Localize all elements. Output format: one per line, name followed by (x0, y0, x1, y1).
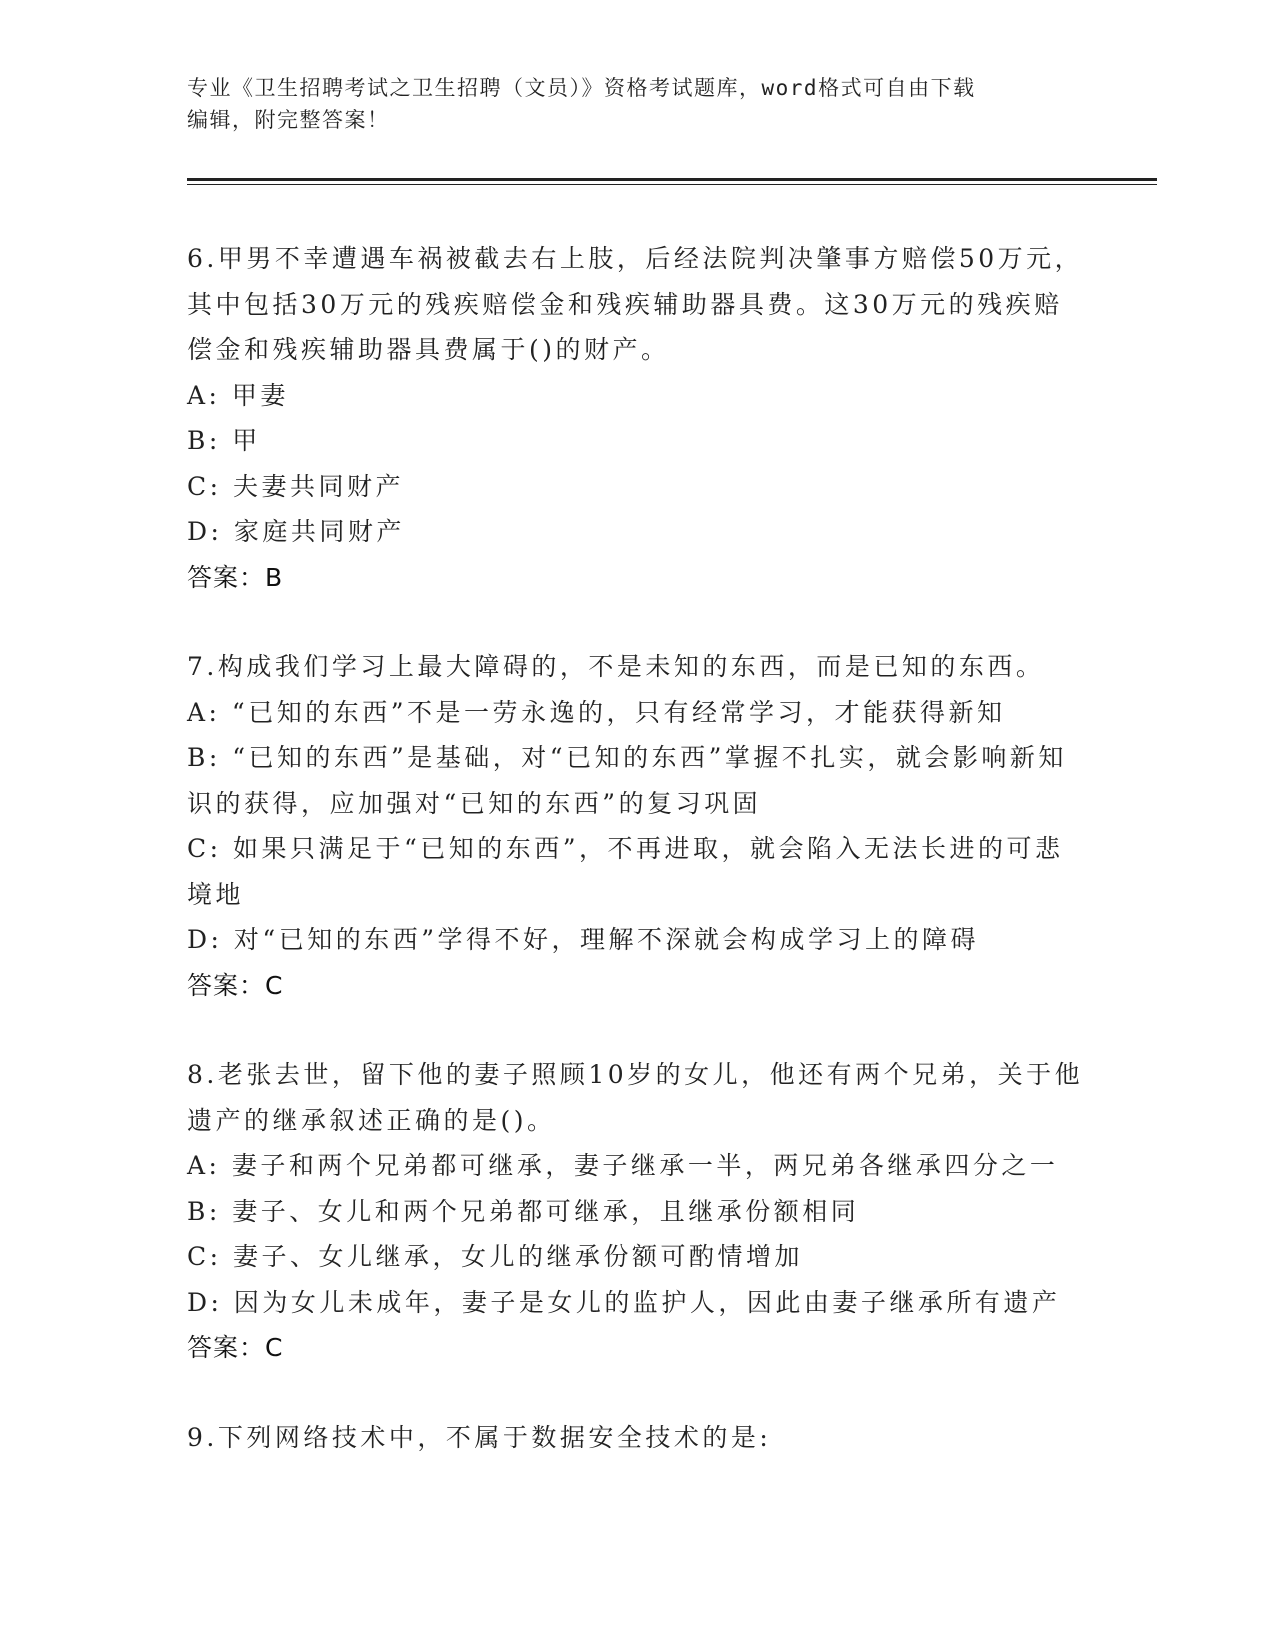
answer-line: 答案：C (187, 970, 284, 1000)
question-stem: 9.下列网络技术中，不属于数据安全技术的是: (187, 1422, 772, 1452)
header-line-1: 专业《卫生招聘考试之卫生招聘（文员）》资格考试题库，word格式可自由下载 (187, 76, 976, 100)
header-line-2: 编辑，附完整答案！ (187, 108, 390, 132)
question-8 (187, 1052, 1087, 1371)
header-divider-thin (187, 184, 1157, 185)
option-a: A: 妻子和两个兄弟都可继承，妻子继承一半，两兄弟各继承四分之一 (187, 1151, 1059, 1180)
question-9 (187, 1415, 1087, 1461)
document-header (187, 72, 1087, 136)
question-list (187, 236, 1087, 1460)
option-d: D: 家庭共同财产 (187, 517, 405, 546)
question-6 (187, 236, 1087, 600)
option-a: A: “已知的东西”不是一劳永逸的，只有经常学习，才能获得新知 (187, 697, 1006, 727)
option-c: C: 妻子、女儿继承，女儿的继承份额可酌情增加 (187, 1242, 803, 1271)
question-stem: 6.甲男不幸遭遇车祸被截去右上肢，后经法院判决肇事方赔偿50万元，其中包括30万元的残疾赔偿金和残疾辅助器具费。这30万元的残疾赔偿金和残疾辅助器具费属于()的财产。 (187, 244, 1084, 364)
option-b: B: 妻子、女儿和两个兄弟都可继承，且继承份额相同 (187, 1196, 860, 1226)
option-d: D: 对“已知的东西”学得不好，理解不深就会构成学习上的障碍 (187, 925, 979, 954)
option-a: A: 甲妻 (187, 380, 289, 410)
option-d: D: 因为女儿未成年，妻子是女儿的监护人，因此由妻子继承所有遗产 (187, 1287, 1061, 1317)
option-b: B: “已知的东西”是基础，对“已知的东西”掌握不扎实，就会影响新知识的获得，应加强对“已知的东西”的复习巩固 (187, 743, 1067, 818)
option-b: B: 甲 (187, 426, 261, 455)
question-stem: 7.构成我们学习上最大障碍的，不是未知的东西，而是已知的东西。 (187, 652, 1045, 681)
question-stem: 8.老张去世，留下他的妻子照顾10岁的女儿，他还有两个兄弟，关于他遗产的继承叙述正确的是()。 (187, 1060, 1084, 1135)
question-7 (187, 644, 1087, 1008)
option-c: C: 夫妻共同财产 (187, 471, 404, 501)
answer-line: 答案：B (187, 562, 284, 592)
option-c: C: 如果只满足于“已知的东西”，不再进取，就会陷入无法长进的可悲境地 (187, 834, 1064, 909)
answer-line: 答案：C (187, 1333, 284, 1362)
header-divider-thick (187, 178, 1157, 181)
